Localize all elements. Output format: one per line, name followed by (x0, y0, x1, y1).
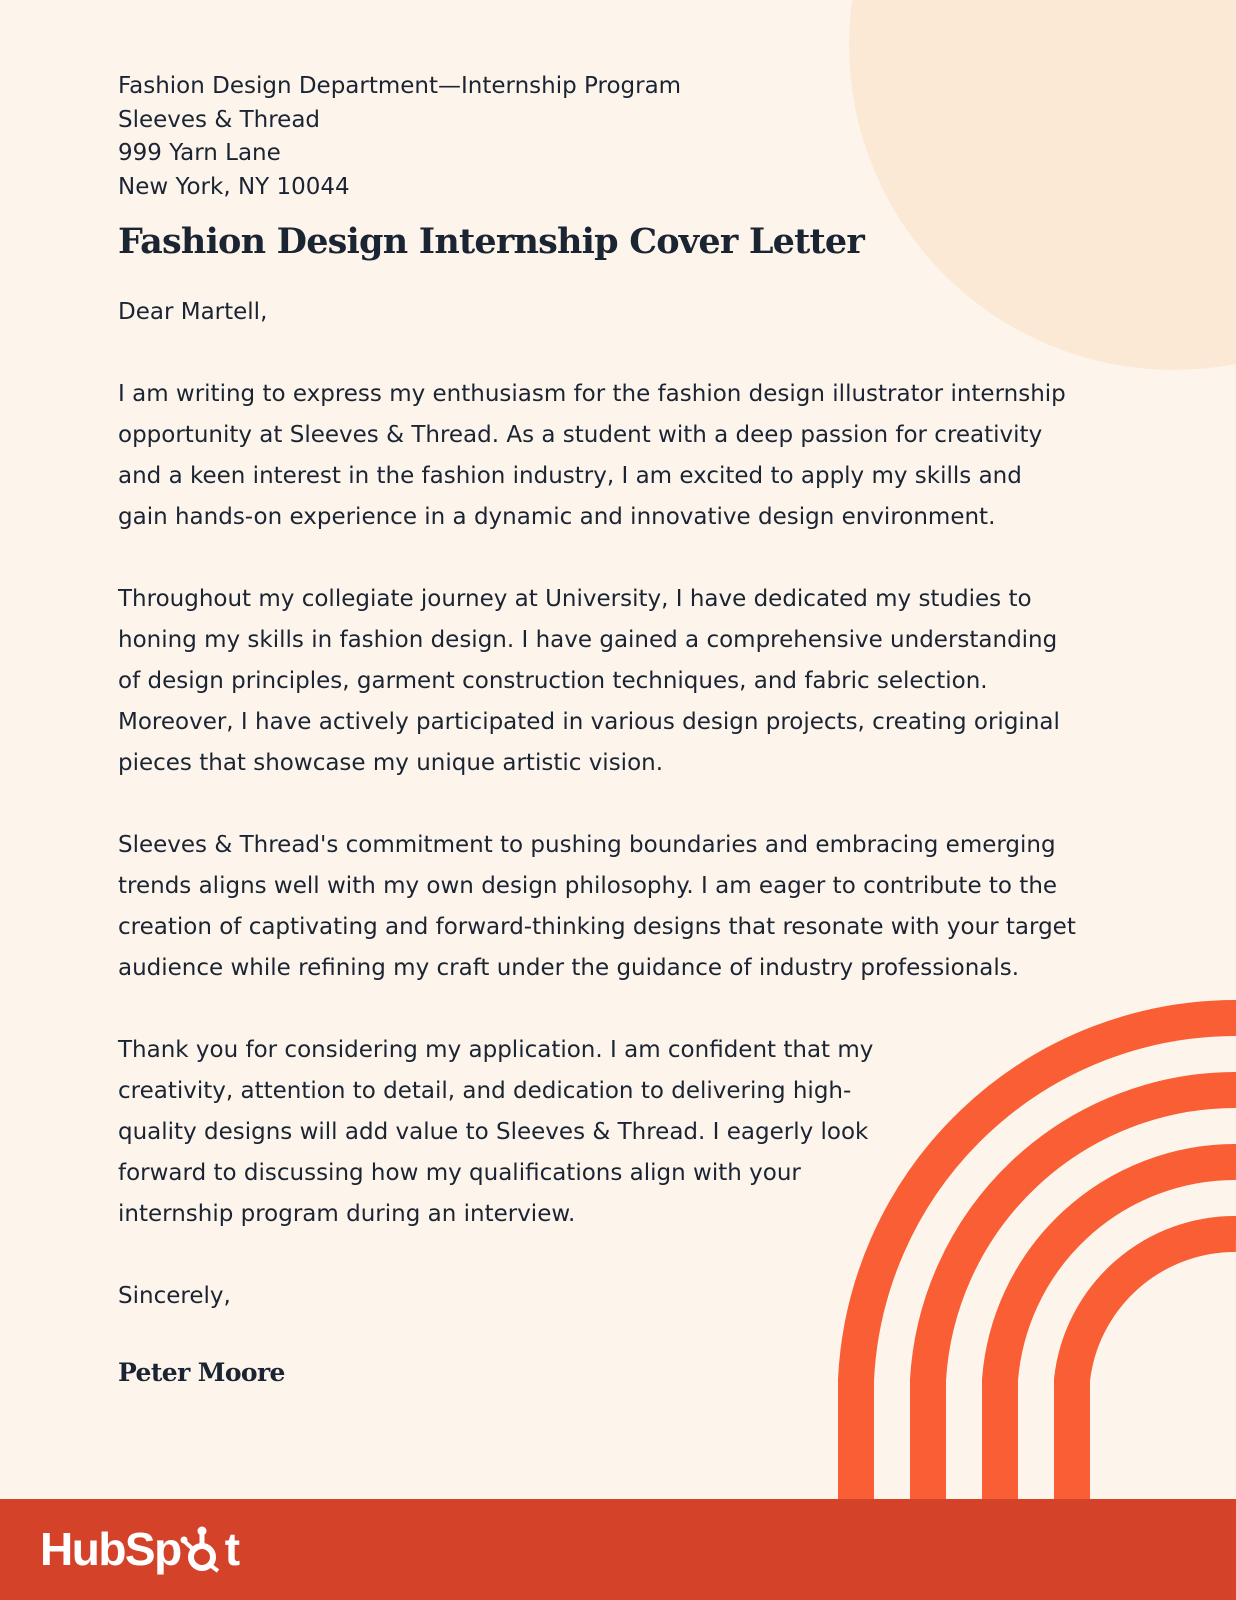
recipient-address (118, 70, 1078, 204)
closing: Sincerely, (118, 1283, 231, 1309)
sprocket-icon (180, 1524, 226, 1574)
salutation: Dear Martell, (118, 299, 268, 325)
paragraph-intro: I am writing to express my enthusiasm for the fashion design illustrator internship opportunity at Sleeves & Thread. As a student with a deep passion for creativity and a keen interest in the fashion industry, I am excited to apply my skills and gain hands-on experience in a dynamic and innovative design environment. (118, 381, 1066, 530)
paragraph-thanks: Thank you for considering my application. I am confident that my creativity, attention to detail, and dedication to delivering high-quality designs will add value to Sleeves & Thread. I eagerly look forward to discussing how my qualifications align with your internship program during an interview. (118, 1037, 874, 1227)
footer-bar (0, 1499, 1236, 1600)
paragraph-education: Throughout my collegiate journey at University, I have dedicated my studies to honing my skills in fashion design. I have gained a comprehensive understanding of design principles, garment construction techniques, and fabric selection. Moreover, I have actively participated in various design projects, creating original pieces that showcase my unique artistic vision. (118, 586, 1060, 776)
recipient-department: Fashion Design Department—Internship Program (118, 73, 682, 99)
logo-text-part1: HubSp (40, 1523, 181, 1575)
recipient-company: Sleeves & Thread (118, 106, 321, 133)
signature: Peter Moore (118, 1358, 285, 1387)
letter-title: Fashion Design Internship Cover Letter (118, 221, 864, 262)
recipient-city: New York, NY 10044 (118, 173, 350, 200)
letter-content (118, 70, 1078, 1393)
recipient-street: 999 Yarn Lane (118, 140, 281, 166)
hubspot-logo[interactable] (40, 1521, 239, 1577)
logo-text-part2: t (224, 1523, 239, 1575)
paragraph-company-fit: Sleeves & Thread's commitment to pushing boundaries and embracing emerging trends aligns well with my own design philosophy. I am eager to contribute to the creation of captivating and forward-thinking designs that resonate with your target audience while refining my craft under the guidance of industry professionals. (118, 832, 1076, 981)
